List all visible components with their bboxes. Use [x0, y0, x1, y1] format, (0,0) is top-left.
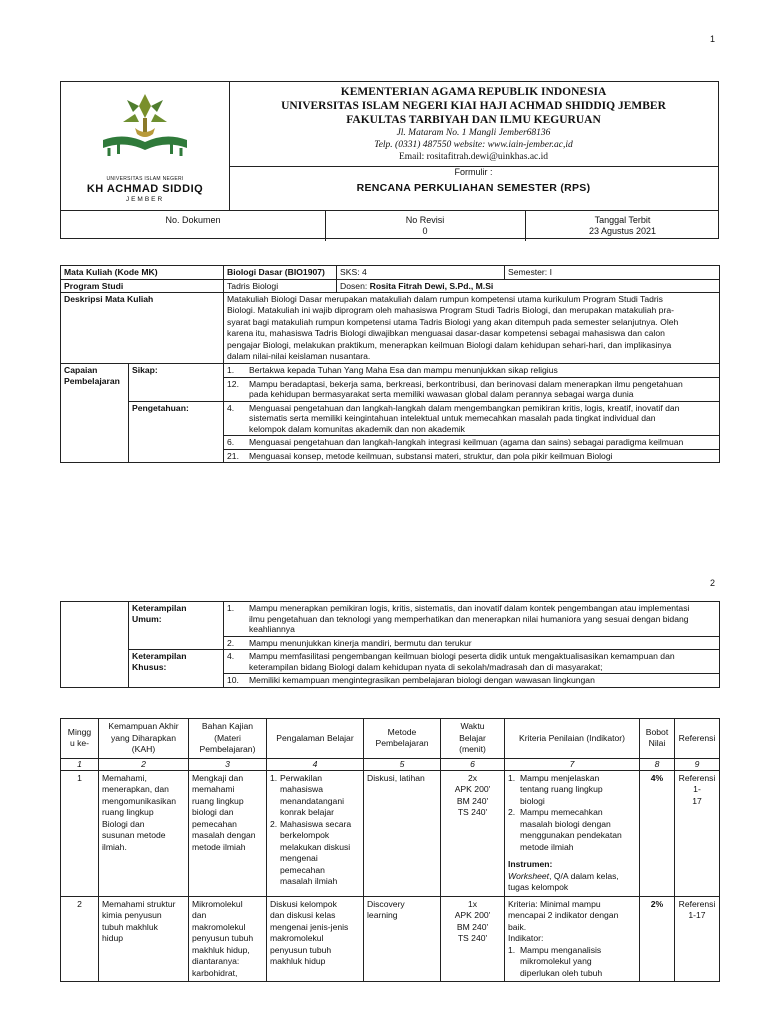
- header-line: Bahan Kajian: [201, 721, 254, 731]
- bobot-cell: 2%: [640, 896, 675, 982]
- pengetahuan-item: [224, 401, 720, 436]
- pengalaman-cell: [267, 896, 364, 982]
- sikap-row-1: [61, 364, 720, 378]
- kk-label: [129, 650, 224, 688]
- column-index: 1: [61, 758, 99, 770]
- semester-value: Semester: I: [505, 266, 720, 280]
- header-kriteria: Kriteria Penilaian (Indikator): [505, 719, 640, 759]
- kah-cell: [99, 896, 189, 982]
- cell-line: susunan metode: [102, 830, 166, 840]
- mk-label: Mata Kuliah (Kode MK): [61, 266, 224, 280]
- ku-item: [224, 602, 720, 637]
- logo-caption-main: KH ACHMAD SIDDIQ: [86, 183, 204, 195]
- cell-line: pemecahan: [192, 818, 237, 829]
- form-title: RENCANA PERKULIAHAN SEMESTER (RPS): [356, 182, 591, 194]
- sks-value: SKS: 4: [337, 266, 505, 280]
- cell-line: diantaranya:: [192, 956, 240, 966]
- item-text: Menguasai konsep, metode keilmuan, substansi materi, struktur, dan pola pikir keilmuan Biologi: [249, 450, 613, 461]
- logo-cell: [61, 82, 230, 210]
- prodi-label: Program Studi: [61, 279, 224, 293]
- item-text: Menguasai pengetahuan dan langkah-langkah dalam mengembangkan pemikiran kritis, logis, kreatif, inovatif dan: [249, 402, 680, 413]
- item-text: pada kehidupan bermasyarakat serta memiliki wawasan global dalam perannya sebagai warga dunia: [249, 389, 634, 400]
- title-line: KEMENTERIAN AGAMA REPUBLIK INDONESIA: [340, 86, 607, 98]
- cell-line: Diskusi kelompok: [270, 898, 337, 909]
- kk-item: [224, 674, 720, 688]
- cell-line: APK 200': [454, 910, 491, 920]
- item-text: Memiliki kemampuan mengintegrasikan pembelajaran biologi dengan wawasan lingkungan: [249, 675, 595, 685]
- column-index: 3: [189, 758, 267, 770]
- item-text: Bertakwa kepada Tuhan Yang Maha Esa dan mampu menunjukkan sikap religius: [249, 365, 558, 376]
- course-row: [61, 266, 720, 280]
- ku-label-line: Umum:: [132, 613, 162, 624]
- description-text: [224, 293, 720, 364]
- kk-label-line: Keterampilan: [132, 651, 187, 661]
- cell-line: masalah ilmiah: [280, 876, 338, 886]
- item-number: 2.: [227, 637, 235, 648]
- header-line: (KAH): [131, 744, 156, 754]
- bobot-cell: 4%: [640, 770, 675, 896]
- cell-line: makhluk hidup: [270, 956, 326, 966]
- title-line: UNIVERSITAS ISLAM NEGERI KIAI HAJI ACHMAD SHIDDIQ JEMBER: [281, 100, 666, 112]
- cell-line: Perwakilan: [280, 772, 323, 783]
- kk-row-4: [61, 650, 720, 674]
- header-referensi: Referensi: [675, 719, 720, 759]
- cell-line: learning: [367, 910, 398, 920]
- item-number: 6.: [227, 437, 235, 448]
- cell-line: biologi dan: [192, 807, 234, 817]
- cell-line: Referensi 1-: [678, 772, 716, 794]
- cp-label-line: Capaian: [64, 365, 98, 376]
- cell-line: BM 240': [456, 921, 489, 932]
- revision-value: 0: [422, 226, 428, 236]
- item-number: 1.: [227, 365, 235, 376]
- cell-line: mikromolekul yang: [520, 956, 592, 966]
- address: Jl. Mataram No. 1 Mangli Jember68136: [396, 128, 551, 138]
- form-label: Formulir :: [229, 166, 718, 178]
- cell-line: karbohidrat,: [192, 967, 238, 978]
- item-text: Mampu menunjukkan kinerja mandiri, bermutu dan terukur: [249, 637, 472, 648]
- cell-line: 1-17: [688, 910, 706, 920]
- desc-line: Matakuliah Biologi Dasar merupakan matakuliah dalam rumpun kompetensi utama kurikulum Program Studi Tadris: [227, 294, 663, 304]
- item-text: sistematis serta memiliki keingintahuan intelektual untuk memecahkan masalah pada tingkat individual dan: [249, 413, 656, 424]
- cell-line: menerapkan, dan: [102, 784, 169, 794]
- cell-line: Discovery: [367, 898, 405, 909]
- cell-line: metode ilmiah: [192, 841, 246, 852]
- column-index-row: [61, 758, 720, 770]
- header-line: Pembelajaran): [199, 744, 256, 754]
- cell-line: metode ilmiah: [520, 841, 574, 852]
- kriteria-cell: [505, 770, 640, 896]
- cell-line: Indikator:: [508, 933, 544, 943]
- instrumen-label: Instrumen:: [508, 859, 553, 869]
- instrumen-text: , Q/A dalam kelas,: [549, 870, 619, 881]
- cell-line: mengenai: [280, 853, 318, 863]
- kk-item: [224, 650, 720, 674]
- date-cell: [525, 211, 720, 241]
- kk-label-line: Khusus:: [132, 661, 167, 672]
- phone-website: Telp. (0331) 487550 website: www.iain-jember.ac,id: [374, 140, 573, 150]
- doc-number-label: No. Dokumen: [165, 215, 221, 225]
- cell-line: TS 240': [457, 933, 488, 943]
- description-label: Deskripsi Mata Kuliah: [61, 293, 224, 364]
- kah-cell: [99, 770, 189, 896]
- week-number: 2: [61, 896, 99, 982]
- cell-line: penyusun tubuh: [270, 944, 332, 955]
- item-text: keahliannya: [249, 624, 295, 634]
- cell-line: 2x: [467, 772, 478, 783]
- cell-line: Mikromolekul: [192, 898, 243, 909]
- sikap-item: [224, 377, 720, 401]
- header-pengalaman: Pengalaman Belajar: [267, 719, 364, 759]
- metode-cell: [364, 896, 441, 982]
- item-number: 2.: [270, 818, 278, 829]
- cell-line: Kriteria: Minimal mampu: [508, 898, 601, 909]
- cell-line: mahasiswa: [280, 784, 323, 794]
- bahan-cell: [189, 770, 267, 896]
- cell-line: Mampu menjelaskan: [520, 772, 600, 783]
- document-meta-row: [61, 210, 718, 241]
- cell-line: makromolekul: [270, 933, 324, 943]
- header-week: [61, 719, 99, 759]
- ku-row-1: [61, 602, 720, 637]
- revision-cell: [325, 211, 525, 241]
- table-row: [61, 896, 720, 982]
- header-line: Nilai: [648, 738, 666, 749]
- header-line: (menit): [459, 744, 486, 754]
- cell-line: Memahami,: [102, 772, 147, 783]
- cell-line: APK 200': [454, 784, 491, 794]
- cell-line: hidup: [102, 933, 124, 943]
- institution-title: [229, 82, 718, 210]
- cell-line: pemecahan: [280, 864, 325, 875]
- header-waktu: [441, 719, 505, 759]
- item-text: kelompok dalam komunitas akademik dan non akademik: [249, 423, 465, 434]
- item-number: 1.: [508, 772, 516, 783]
- header-line: yang Diharapkan: [111, 732, 176, 743]
- header-line: Kemampuan Akhir: [108, 721, 179, 731]
- waktu-cell: [441, 896, 505, 982]
- weekly-plan-table: [60, 718, 720, 982]
- page-number: 1: [710, 34, 716, 44]
- cp-label-line: Pembelajaran: [64, 375, 120, 386]
- pengetahuan-item: [224, 436, 720, 450]
- document-header: [60, 81, 719, 239]
- header-line: Bobot: [645, 726, 669, 737]
- item-number: 1.: [508, 944, 516, 955]
- referensi-cell: [675, 770, 720, 896]
- cell-line: masalah dengan: [192, 830, 256, 840]
- logo-caption-city: JEMBER: [125, 196, 165, 203]
- header-line: Mingg: [67, 726, 92, 737]
- cell-line: Biologi dan: [102, 818, 145, 829]
- cell-line: biologi: [520, 795, 545, 806]
- cell-line: memahami: [192, 784, 235, 794]
- cell-line: mencapai 2 indikator dengan: [508, 910, 619, 920]
- cell-line: Referensi: [678, 898, 716, 909]
- cell-line: baik.: [508, 921, 527, 932]
- cell-line: BM 240': [456, 795, 489, 806]
- cell-line: kimia penyusun: [102, 910, 162, 920]
- cell-line: Memahami struktur: [102, 898, 176, 909]
- header-bahan: [189, 719, 267, 759]
- mk-value: Biologi Dasar (BIO1907): [224, 266, 337, 280]
- revision-label: No Revisi: [405, 215, 445, 225]
- header-line: (Materi: [214, 732, 241, 743]
- column-index: 5: [364, 758, 441, 770]
- item-number: 1.: [270, 772, 278, 783]
- cell-line: melakukan diskusi: [280, 841, 351, 852]
- header-bobot: [640, 719, 675, 759]
- header-line: Waktu: [460, 721, 485, 731]
- column-index: 2: [99, 758, 189, 770]
- ku-label-line: Keterampilan: [132, 603, 187, 613]
- header-line: u ke-: [69, 738, 90, 749]
- cell-line: makromolekul: [192, 921, 246, 932]
- item-text: ilmu pengetahuan dan teknologi yang memperhatikan dan menerapkan nilai humaniora yang sesuai dengan bidang: [249, 613, 689, 624]
- cell-line: Mampu menganalisis: [520, 944, 602, 955]
- header-line: Belajar: [459, 732, 486, 743]
- date-label: Tanggal Terbit: [594, 215, 651, 225]
- waktu-cell: [441, 770, 505, 896]
- item-number: 21.: [227, 450, 239, 461]
- item-number: 4.: [227, 651, 235, 661]
- cell-line: masalah biologi dengan: [520, 818, 611, 829]
- cell-line: ilmiah.: [102, 841, 127, 852]
- cell-line: mengenai jenis-jenis: [270, 921, 349, 932]
- desc-line: dalam nilai-nilai keislaman nusantara.: [227, 351, 371, 362]
- item-number: 12.: [227, 378, 239, 389]
- referensi-cell: [675, 896, 720, 982]
- logo-caption-small: UNIVERSITAS ISLAM NEGERI: [106, 176, 184, 182]
- plan-header-row: [61, 719, 720, 759]
- item-text: Mampu menerapkan pemikiran logis, kritis, sistematis, dan inovatif dalam kontek pengembangan atau implementasi: [249, 603, 690, 613]
- email: Email: rositafitrah.dewi@uinkhas.ac.id: [398, 152, 549, 162]
- header-kah: [99, 719, 189, 759]
- column-index: 9: [675, 758, 720, 770]
- title-line: FAKULTAS TARBIYAH DAN ILMU KEGURUAN: [346, 114, 601, 126]
- item-text: keterampilan bidang Biologi dalam kehidupan nyata di sekolah/madrasah dan di masyarakat;: [249, 661, 603, 672]
- pengetahuan-label: Pengetahuan:: [129, 401, 224, 463]
- table-row: [61, 770, 720, 896]
- cell-line: dan: [192, 910, 207, 920]
- column-index: 6: [441, 758, 505, 770]
- column-index: 7: [505, 758, 640, 770]
- cell-line: 17: [692, 795, 702, 806]
- desc-line: pengajar Biologi, melakukan praktikum, menerapkan keilmuan Biologi dalam kehidupan sehari-hari, dan implikasinya: [227, 339, 672, 350]
- cell-line: ruang lingkup: [102, 807, 154, 817]
- cell-line: konrak belajar: [280, 807, 334, 817]
- date-value: 23 Agustus 2021: [588, 226, 657, 236]
- description-row: [61, 293, 720, 364]
- prodi-row: [61, 279, 720, 293]
- ku-item: [224, 636, 720, 650]
- skills-table: [60, 601, 720, 688]
- cell-line: Mahasiswa secara: [280, 818, 352, 829]
- pengalaman-cell: [267, 770, 364, 896]
- item-text: Mampu memfasilitasi pengembangan keilmuan biologi peserta didik untuk mengaktualisasikan kemampuan dan: [249, 651, 675, 661]
- metode-cell: Diskusi, latihan: [364, 770, 441, 896]
- cell-line: menggunakan pendekatan: [520, 830, 622, 840]
- sikap-label: Sikap:: [129, 364, 224, 402]
- page-number: 2: [710, 578, 716, 588]
- item-text: Menguasai pengetahuan dan langkah-langkah integrasi keilmuan (agama dan sains) sebagai paradigma keilmuan: [249, 437, 684, 448]
- cell-line: penyusun tubuh: [192, 933, 254, 943]
- lecturer-cell: [337, 279, 720, 293]
- item-number: 2.: [508, 807, 516, 817]
- item-text: Mampu beradaptasi, bekerja sama, berkreasi, berkontribusi, dan berinovasi dalam menerapkan ilmu pengetahuan: [249, 378, 683, 389]
- pengetahuan-item: [224, 449, 720, 463]
- course-info-table: [60, 265, 720, 463]
- column-index: 4: [267, 758, 364, 770]
- prodi-value: Tadris Biologi: [224, 279, 337, 293]
- lecturer-name: Rosita Fitrah Dewi, S.Pd., M.Si: [369, 280, 494, 291]
- desc-line: karena itu, mahasiswa Tadris Biologi diwajibkan menguasai dasar-dasar kompetensi sebagai mahasiswa dan calon: [227, 328, 665, 339]
- instrumen-italic: Worksheet: [508, 870, 550, 881]
- week-number: 1: [61, 770, 99, 896]
- cell-line: menandatangani: [280, 795, 345, 806]
- ku-label: [129, 602, 224, 650]
- cell-line: TS 240': [457, 807, 488, 817]
- instrumen-text: tugas kelompok: [508, 882, 569, 892]
- cell-line: dan diskusi kelas: [270, 910, 336, 920]
- cell-line: tubuh makhluk: [102, 921, 158, 932]
- cell-line: Mengkaji dan: [192, 772, 244, 783]
- cell-line: mengomunikasikan: [102, 795, 177, 806]
- lecturer-prefix: Dosen:: [340, 280, 370, 291]
- kriteria-cell: [505, 896, 640, 982]
- desc-line: syarat bagi matakuliah rumpun kompetensi utama Tadris Biologi yang akan ditempuh pada semester selanjutnya. Oleh: [227, 316, 679, 327]
- cp-label: [61, 364, 129, 463]
- desc-line: Biologi. Matakuliah ini wajib diprogram oleh mahasiswa Program Studi Tadris Biologi, dan merupakan matakuliah pra-: [227, 305, 674, 316]
- sikap-item: [224, 364, 720, 378]
- column-index: 8: [640, 758, 675, 770]
- item-number: 10.: [227, 675, 239, 685]
- pengetahuan-row-4: [61, 401, 720, 436]
- cell-line: tentang ruang lingkup: [520, 784, 603, 794]
- cell-line: makhluk hidup,: [192, 944, 250, 955]
- header-line: Pembelajaran: [375, 738, 429, 749]
- cell-line: Mampu memecahkan: [520, 807, 603, 817]
- cell-line: diperlukan oleh tubuh: [520, 967, 603, 978]
- item-number: 4.: [227, 402, 235, 413]
- item-number: 1.: [227, 603, 235, 613]
- blank-cell: [61, 602, 129, 688]
- bahan-cell: [189, 896, 267, 982]
- header-metode: [364, 719, 441, 759]
- header-line: Metode: [387, 726, 417, 737]
- cell-line: berkelompok: [280, 830, 330, 840]
- cell-line: ruang lingkup: [192, 795, 244, 806]
- cell-line: 1x: [467, 898, 478, 909]
